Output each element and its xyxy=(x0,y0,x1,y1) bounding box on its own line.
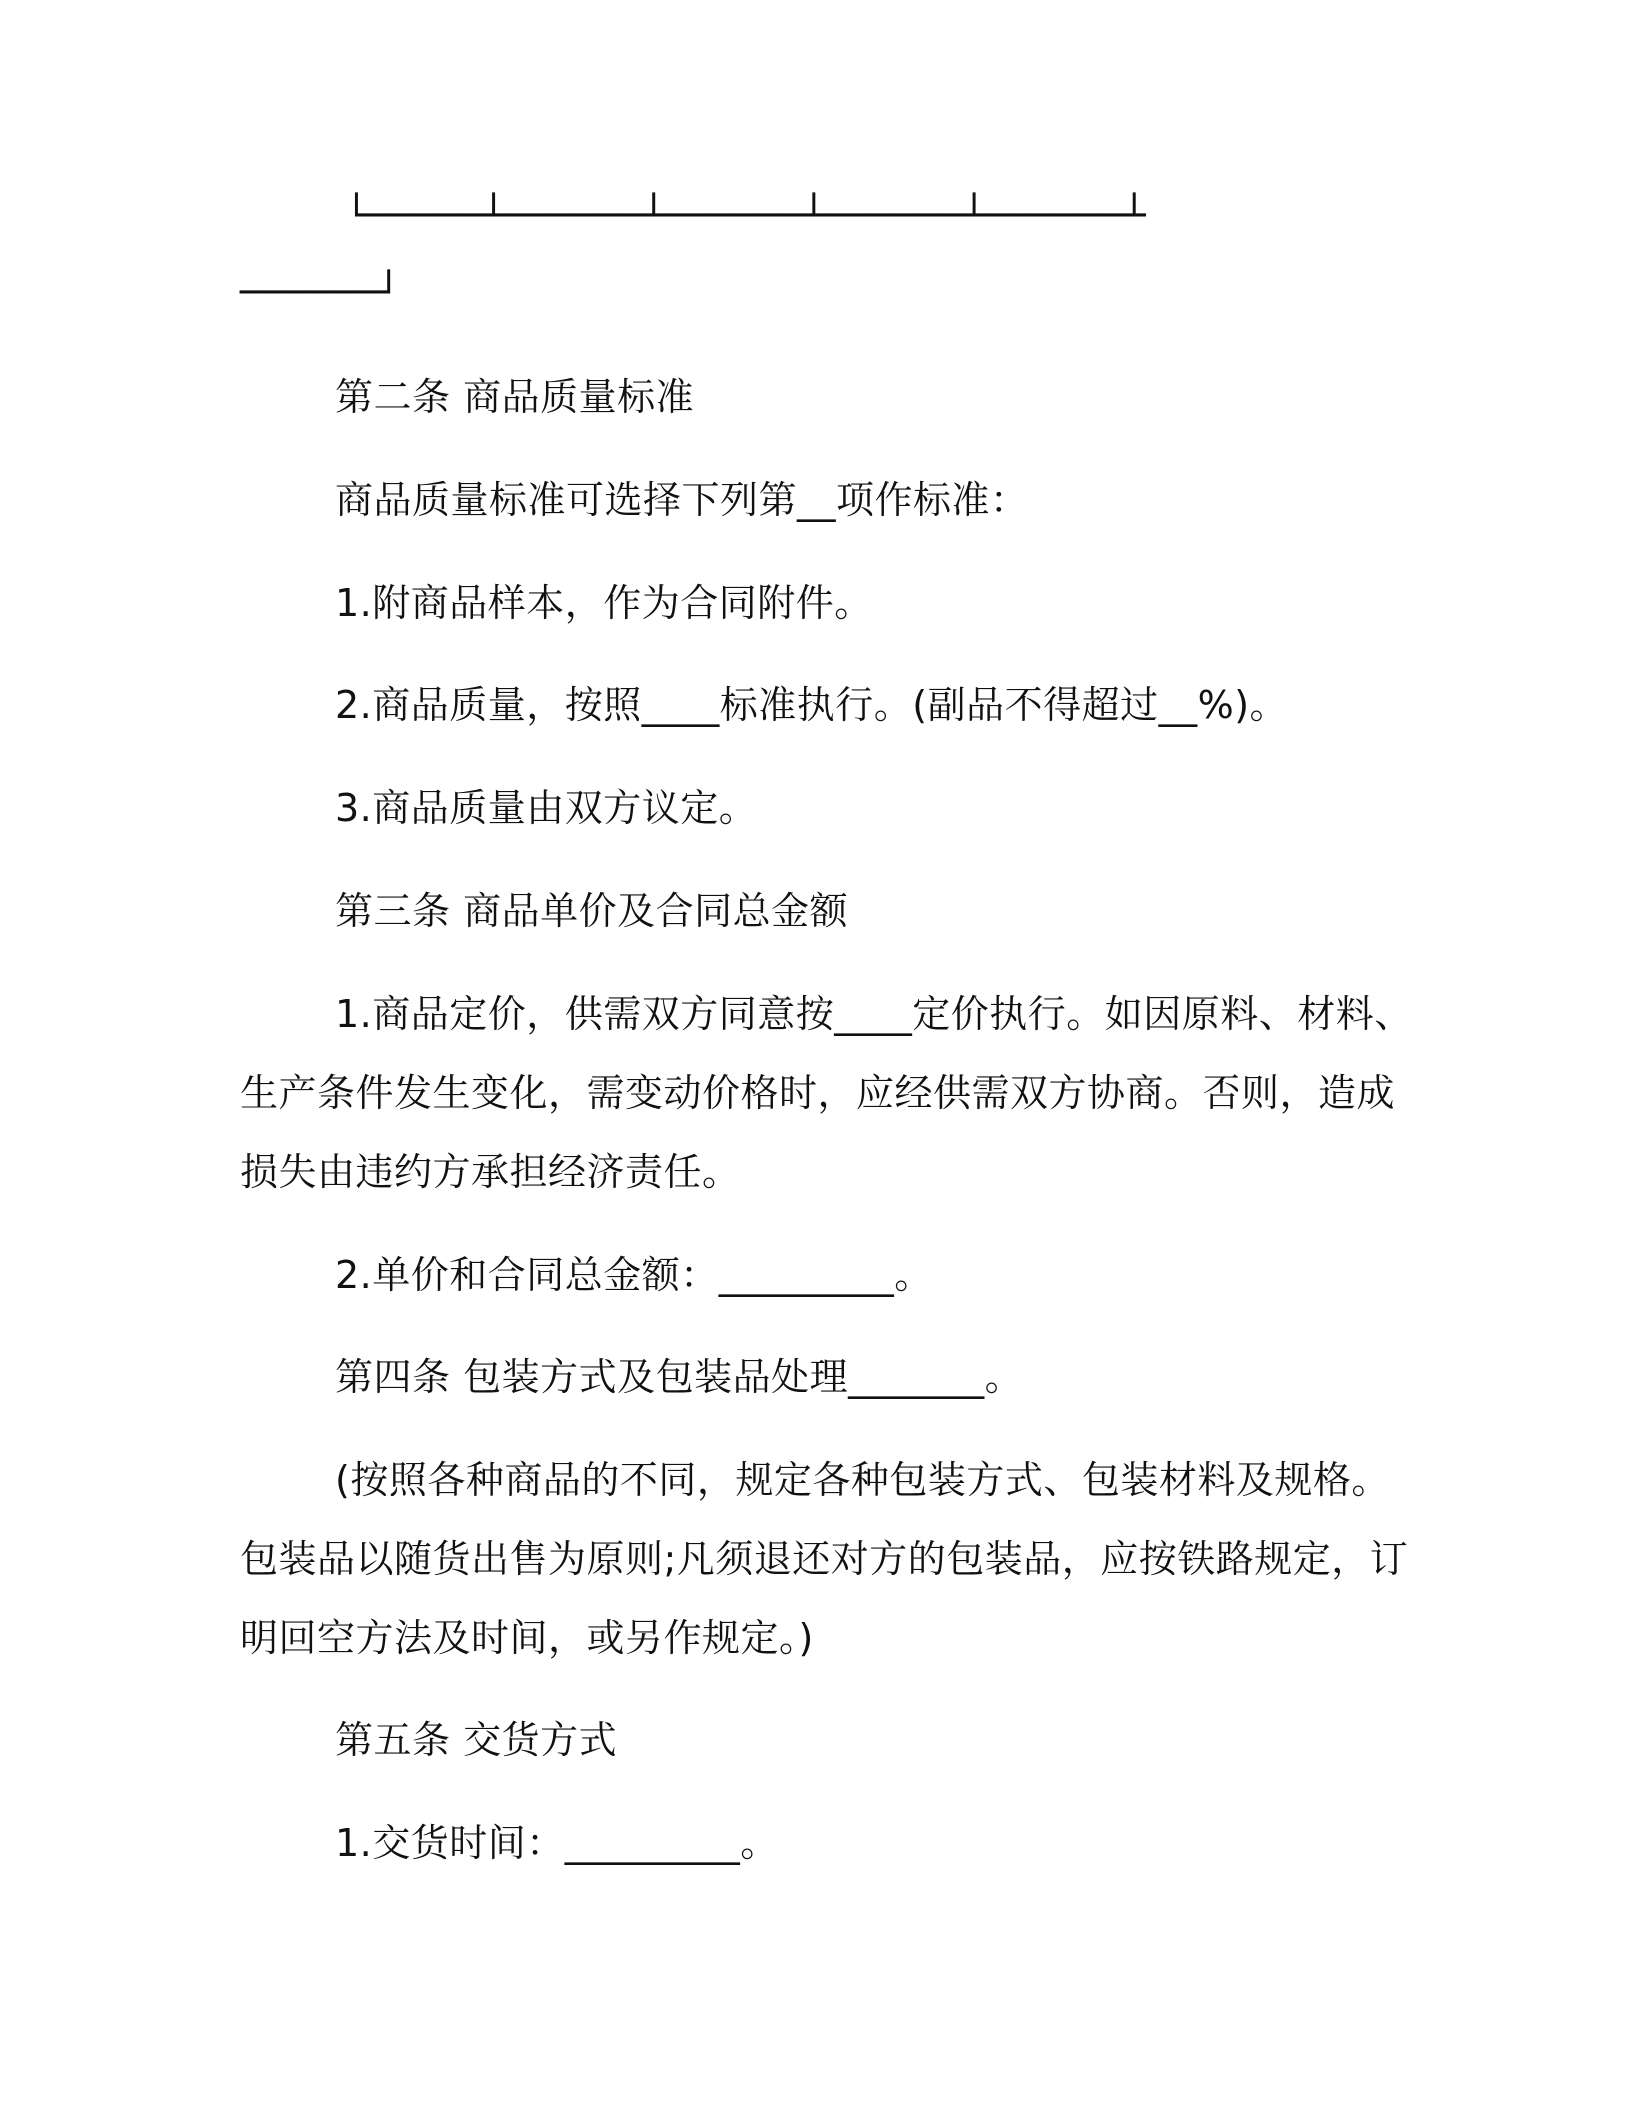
article-2-item-2: 2.商品质量，按照____标准执行。(副品不得超过__%)。 xyxy=(335,683,1289,727)
article-2-title: 第二条 商品质量标准 xyxy=(335,375,695,419)
article-2-item-1: 1.附商品样本，作为合同附件。 xyxy=(335,581,873,625)
article-3-item-1-line-3: 损失由违约方承担经济责任。 xyxy=(240,1150,741,1194)
article-4-note-line-3: 明回空方法及时间，或另作规定。) xyxy=(240,1616,814,1660)
article-3-item-1-line-2: 生产条件发生变化，需变动价格时，应经供需双方协商。否则，造成 xyxy=(240,1071,1396,1115)
article-4-note-line-2: 包装品以随货出售为原则;凡须退还对方的包装品，应按铁路规定，订 xyxy=(240,1537,1409,1581)
table-border-line-2: ──────┘ xyxy=(240,270,401,314)
article-3-item-1-line-1: 1.商品定价，供需双方同意按____定价执行。如因原料、材料、 xyxy=(335,992,1413,1036)
article-5-title: 第五条 交货方式 xyxy=(335,1718,618,1762)
article-2-intro: 商品质量标准可选择下列第__项作标准： xyxy=(335,478,1029,522)
article-4-note-line-1: (按照各种商品的不同，规定各种包装方式、包装材料及规格。 xyxy=(335,1458,1390,1502)
article-5-item-1: 1.交货时间：_________。 xyxy=(335,1821,779,1865)
article-2-item-3: 3.商品质量由双方议定。 xyxy=(335,786,758,830)
article-3-title: 第三条 商品单价及合同总金额 xyxy=(335,889,849,933)
article-4-title: 第四条 包装方式及包装品处理_______。 xyxy=(335,1355,1024,1399)
table-border-line-1: └─────┴──────┴──────┴──────┴──────┴ xyxy=(345,193,1146,237)
article-3-item-2: 2.单价和合同总金额：_________。 xyxy=(335,1253,933,1297)
